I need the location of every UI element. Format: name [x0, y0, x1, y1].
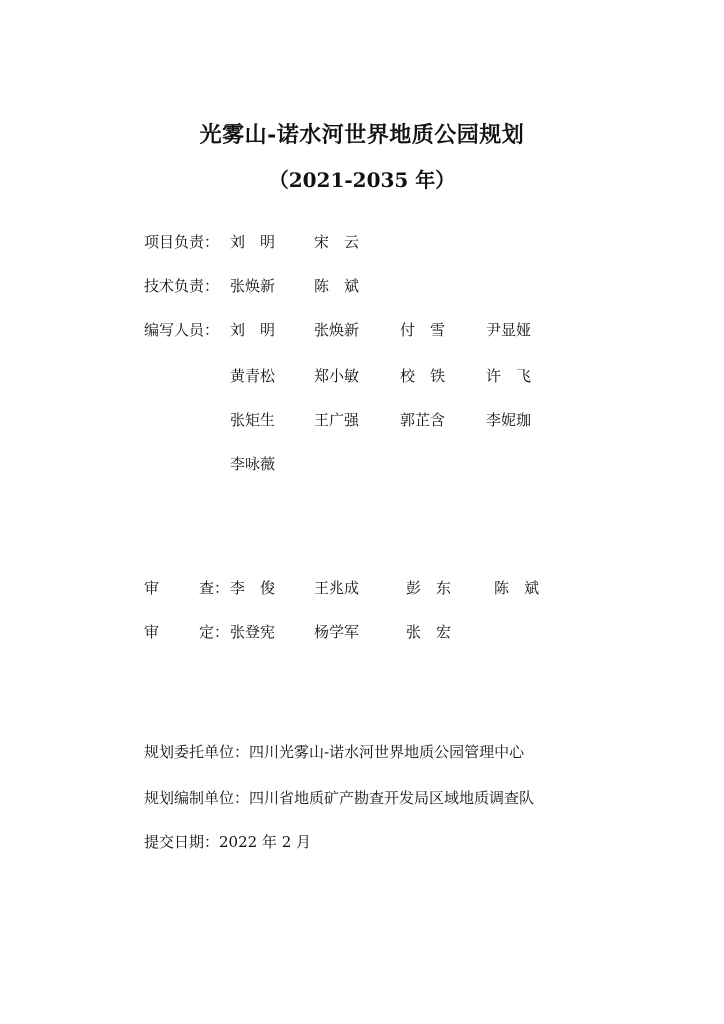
person-name: 宋 云	[314, 233, 360, 251]
person-name: 尹显娅	[486, 321, 532, 339]
reviewers-label-char2: 查：	[199, 579, 230, 597]
submission-date: 提交日期：2022 年 2 月	[144, 833, 312, 851]
approvers-label-char2: 定：	[199, 623, 230, 641]
person-name: 王兆成	[314, 579, 360, 597]
person-name: 陈 斌	[314, 277, 360, 295]
writers-label: 编写人员：	[144, 321, 220, 339]
reviewers-label-char1: 审	[144, 579, 160, 597]
person-name: 张焕新	[314, 321, 360, 339]
person-name: 李咏薇	[230, 455, 276, 473]
person-name: 付 雪	[400, 321, 446, 339]
person-name: 郭芷含	[400, 411, 446, 429]
person-name: 杨学军	[314, 623, 360, 641]
person-name: 刘 明	[230, 233, 276, 251]
approvers-label-char1: 审	[144, 623, 160, 641]
document-subtitle: （2021-2035 年）	[268, 168, 456, 192]
person-name: 黄青松	[230, 367, 276, 385]
person-name: 李妮珈	[486, 411, 532, 429]
person-name: 王广强	[314, 411, 360, 429]
person-name: 许 飞	[486, 367, 532, 385]
person-name: 陈 斌	[494, 579, 540, 597]
person-name: 刘 明	[230, 321, 276, 339]
compiling-unit: 规划编制单位：四川省地质矿产勘查开发局区域地质调查队	[144, 789, 535, 807]
person-name: 李 俊	[230, 579, 276, 597]
person-name: 张矩生	[230, 411, 276, 429]
commissioning-unit: 规划委托单位：四川光雾山-诺水河世界地质公园管理中心	[144, 743, 525, 761]
person-name: 彭 东	[406, 579, 452, 597]
person-name: 张 宏	[406, 623, 452, 641]
person-name: 张焕新	[230, 277, 276, 295]
person-name: 郑小敏	[314, 367, 360, 385]
technical-leaders-label: 技术负责：	[144, 277, 220, 295]
person-name: 张登宪	[230, 623, 276, 641]
person-name: 校 铁	[400, 367, 446, 385]
document-title: 光雾山-诺水河世界地质公园规划	[199, 122, 525, 148]
project-leaders-label: 项目负责：	[144, 233, 220, 251]
